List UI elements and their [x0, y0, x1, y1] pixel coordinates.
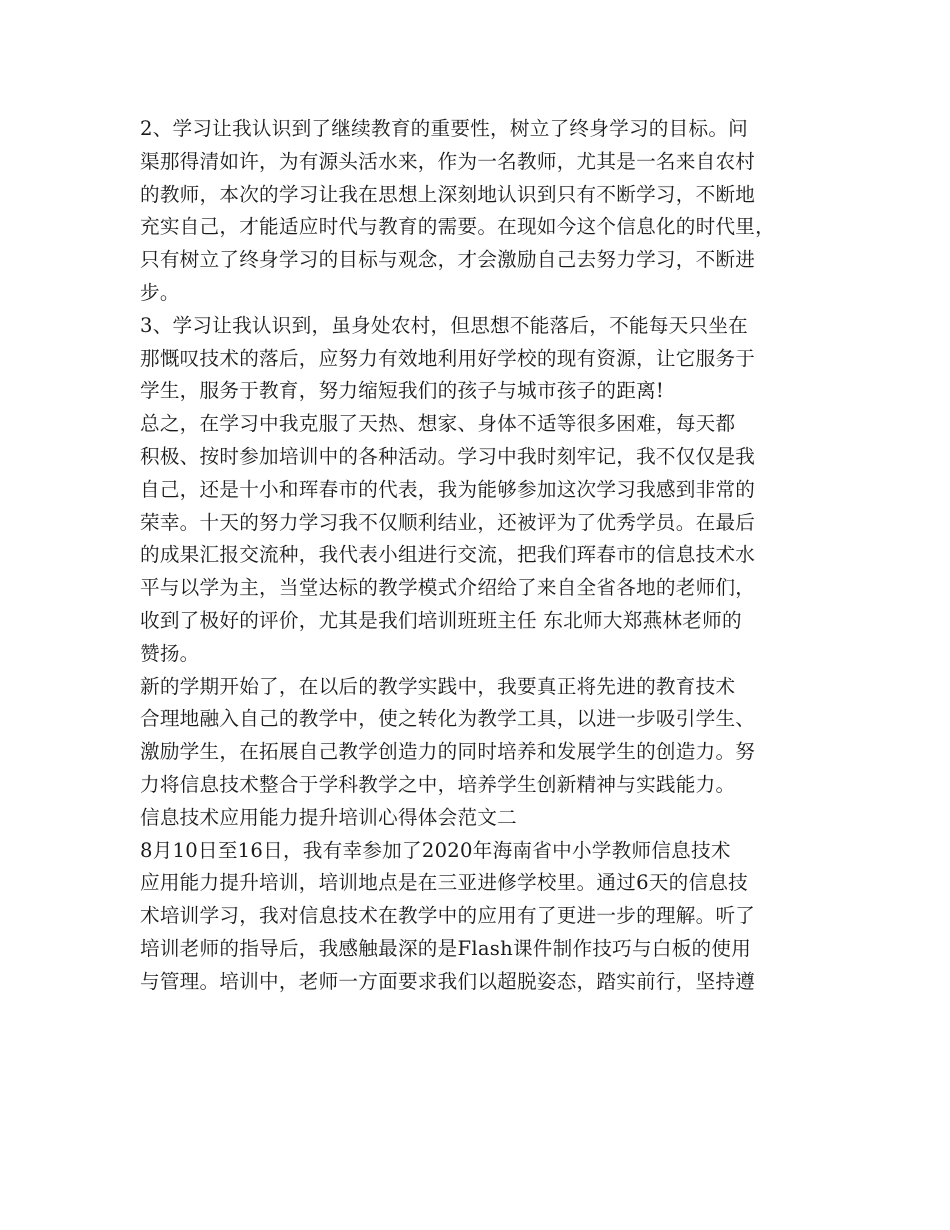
- paragraph: [140, 310, 820, 408]
- text-line: 学生，服务于教育，努力缩短我们的孩子与城市孩子的距离!: [140, 379, 665, 403]
- text-line: 的教师，本次的学习让我在思想上深刻地认识到只有不断学习，不断地: [140, 182, 756, 206]
- text-line: 积极、按时参加培训中的各种活动。学习中我时刻牢记，我不仅仅是我: [140, 444, 756, 468]
- text-line: 应用能力提升培训，培训地点是在三亚进修学校里。通过6天的信息技: [140, 871, 749, 895]
- text-line: 渠那得清如许，为有源头活水来，作为一名教师，尤其是一名来自农村: [140, 149, 756, 173]
- text-line: 充实自己，才能适应时代与教育的需要。在现如今这个信息化的时代里，: [140, 215, 775, 239]
- text-line: 力将信息技术整合于学科教学之中，培养学生创新精神与实践能力。: [140, 772, 736, 796]
- paragraph: [140, 408, 820, 670]
- section-title: 信息技术应用能力提升培训心得体会范文二: [140, 805, 518, 829]
- text-line: 激励学生，在拓展自己教学创造力的同时培养和发展学生的创造力。努: [140, 740, 756, 764]
- text-line: 术培训学习，我对信息技术在教学中的应用有了更进一步的理解。听了: [140, 904, 756, 928]
- text-line: 自己，还是十小和珲春市的代表，我为能够参加这次学习我感到非常的: [140, 477, 756, 501]
- text-line: 8月10日至16日，我有幸参加了2020年海南省中小学教师信息技术: [140, 838, 731, 862]
- document-page: [140, 113, 820, 999]
- paragraph: [140, 671, 820, 802]
- text-line: 只有树立了终身学习的目标与观念，才会激励自己去努力学习，不断进: [140, 248, 756, 272]
- text-line: 新的学期开始了，在以后的教学实践中，我要真正将先进的教育技术: [140, 674, 736, 698]
- text-line: 的成果汇报交流种，我代表小组进行交流，把我们珲春市的信息技术水: [140, 543, 756, 567]
- text-line: 与管理。培训中，老师一方面要求我们以超脱姿态，踏实前行，坚持遵: [140, 969, 756, 993]
- text-line: 总之，在学习中我克服了天热、想家、身体不适等很多困难，每天都: [140, 412, 736, 436]
- text-line: 平与以学为主，当堂达标的教学模式介绍给了来自全省各地的老师们，: [140, 576, 756, 600]
- paragraph: [140, 835, 820, 999]
- paragraph: [140, 113, 820, 310]
- text-line: 赞扬。: [140, 641, 200, 665]
- text-line: 收到了极好的评价，尤其是我们培训班班主任 东北师大郑燕林老师的: [140, 608, 742, 632]
- text-line: 3、学习让我认识到，虽身处农村，但思想不能落后，不能每天只坐在: [140, 313, 749, 337]
- text-line: 那慨叹技术的落后，应努力有效地利用好学校的现有资源，让它服务于: [140, 346, 756, 370]
- text-line: 步。: [140, 280, 180, 304]
- text-line: 荣幸。十天的努力学习我不仅顺利结业，还被评为了优秀学员。在最后: [140, 510, 756, 534]
- text-line: 2、学习让我认识到了继续教育的重要性，树立了终身学习的目标。问: [140, 117, 749, 140]
- text-line: 培训老师的指导后，我感触最深的是Flash课件制作技巧与白板的使用: [140, 936, 752, 960]
- text-line: 合理地融入自己的教学中，使之转化为教学工具，以进一步吸引学生、: [140, 707, 756, 731]
